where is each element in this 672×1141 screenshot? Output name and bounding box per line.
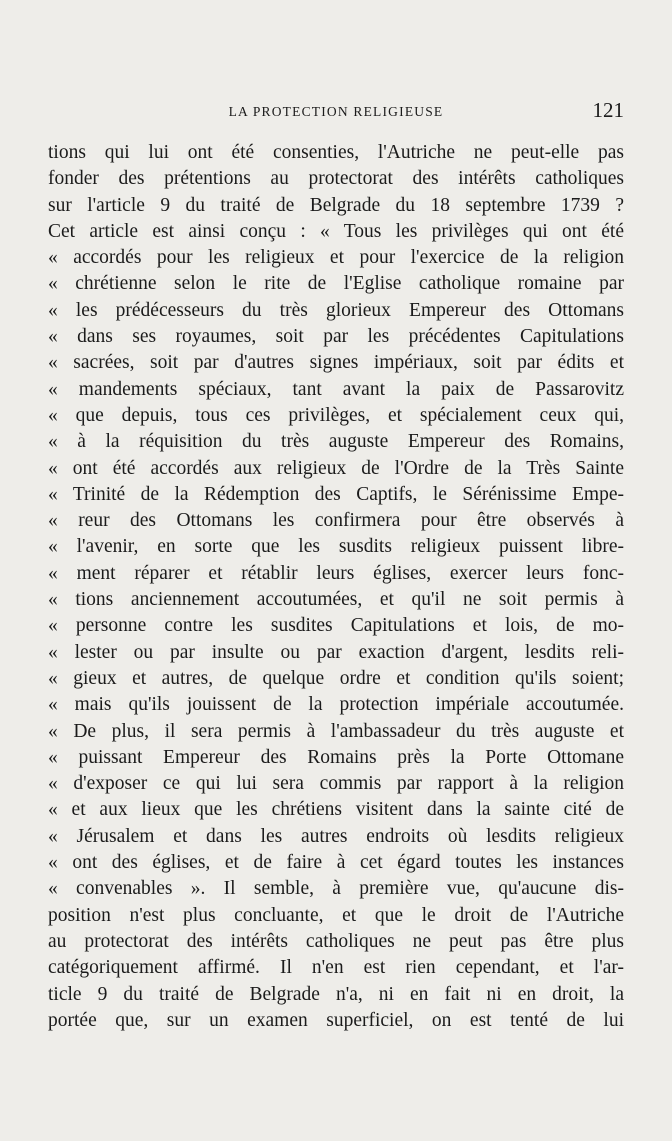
text-line: « à la réquisition du très auguste Empereur des Romains, [48,431,624,453]
text-line: « mandements spéciaux, tant avant la paix de Passarovitz [48,378,624,400]
text-line: « convenables ». Il semble, à première vue, qu'aucune dis- [48,878,624,900]
text-line: « mais qu'ils jouissent de la protection impériale accoutumée. [48,694,624,716]
text-line: « Jérusalem et dans les autres endroits où lesdits religieux [48,825,624,847]
running-title: LA PROTECTION RELIGIEUSE [228,104,444,119]
text-line: « d'exposer ce qui lui sera commis par rapport à la religion [48,773,624,795]
text-line: « les prédécesseurs du très glorieux Empereur des Ottomans [48,299,624,321]
running-head [48,96,624,124]
text-line: « dans ses royaumes, soit par les précédentes Capitulations [48,326,624,348]
text-line: « gieux et autres, de quelque ordre et condition qu'ils soient; [48,667,624,689]
page-number: 121 [592,98,624,122]
text-line: « lester ou par insulte ou par exaction d'argent, lesdits reli- [48,641,624,663]
text-line: portée que, sur un examen superficiel, on est tenté de lui [48,1009,624,1031]
text-line: catégoriquement affirmé. Il n'en est rien cependant, et l'ar- [48,957,624,979]
text-line: « puissant Empereur des Romains près la Porte Ottomane [48,746,624,768]
text-line: « personne contre les susdites Capitulations et lois, de mo- [48,615,624,637]
text-line: « reur des Ottomans les confirmera pour être observés à [48,510,624,532]
text-line: « et aux lieux que les chrétiens visitent dans la sainte cité de [48,799,624,821]
text-line: Cet article est ainsi conçu : « Tous les privilèges qui ont été [48,220,624,242]
text-line: « l'avenir, en sorte que les susdits religieux puissent libre- [48,536,624,558]
text-line: position n'est plus concluante, et que le droit de l'Autriche [48,904,624,926]
text-line: au protectorat des intérêts catholiques ne peut pas être plus [48,930,624,952]
text-line: « accordés pour les religieux et pour l'exercice de la religion [48,247,624,269]
text-line: « chrétienne selon le rite de l'Eglise catholique romaine par [48,273,624,295]
text-line: « sacrées, soit par d'autres signes impériaux, soit par édits et [48,352,624,374]
text-line: « tions anciennement accoutumées, et qu'il ne soit permis à [48,589,624,611]
text-line: ticle 9 du traité de Belgrade n'a, ni en fait ni en droit, la [48,983,624,1005]
text-line: « ment réparer et rétablir leurs églises, exercer leurs fonc- [48,562,624,584]
body-text [48,140,624,1034]
text-line: sur l'article 9 du traité de Belgrade du 18 septembre 1739 ? [48,194,624,216]
text-line: fonder des prétentions au protectorat des intérêts catholiques [48,168,624,190]
text-line: tions qui lui ont été consenties, l'Autriche ne peut-elle pas [48,142,624,163]
text-line: « ont des églises, et de faire à cet égard toutes les instances [48,852,624,874]
text-line: « Trinité de la Rédemption des Captifs, le Sérénissime Empe- [48,483,624,505]
text-line: « De plus, il sera permis à l'ambassadeur du très auguste et [48,720,624,742]
text-line: « que depuis, tous ces privilèges, et spécialement ceux qui, [48,404,624,426]
text-line: « ont été accordés aux religieux de l'Ordre de la Très Sainte [48,457,624,479]
